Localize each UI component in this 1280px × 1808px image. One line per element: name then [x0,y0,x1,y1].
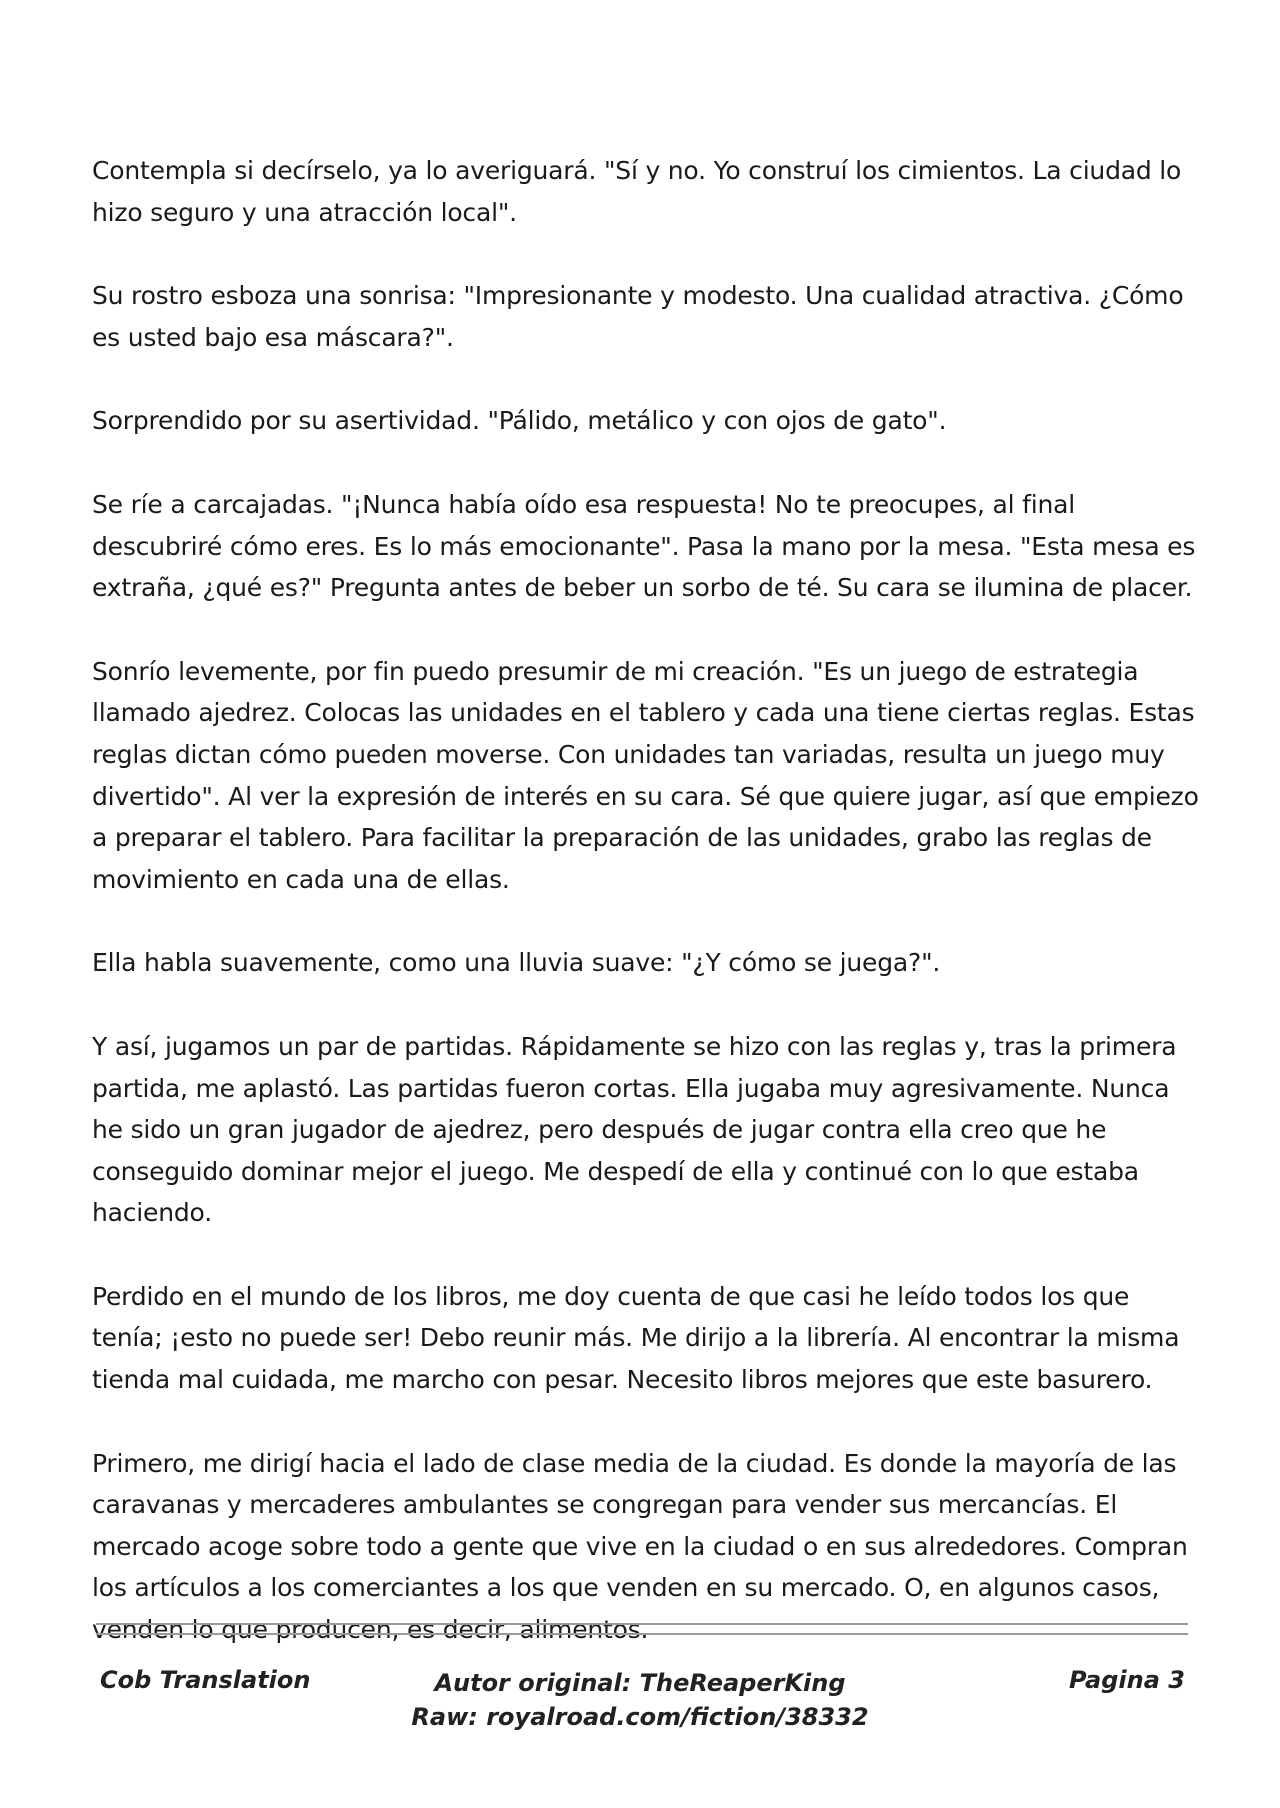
footer-translator: Cob Translation [100,1666,311,1694]
paragraph-3: Sorprendido por su asertividad. "Pálido, metálico y con ojos de gato". [92,406,947,436]
paragraph-2: Su rostro esboza una sonrisa: "Impresionante y modesto. Una cualidad atractiva. ¿Cómo es usted bajo esa máscara?". [92,281,1184,352]
footer-divider-top [96,1623,1188,1625]
paragraph-4: Se ríe a carcajadas. "¡Nunca había oído esa respuesta! No te preocupes, al final descubriré cómo eres. Es lo más emocionante". Pasa la mano por la mesa. "Esta mesa es extraña, ¿qué es?" Pregunta antes de beber un sorbo de té. Su cara se ilumina de placer. [92,489,1196,603]
paragraph-1: Contempla si decírselo, ya lo averiguará. "Sí y no. Yo construí los cimientos. La ciudad lo hizo seguro y una atracción local". [92,156,1182,227]
paragraph-8: Perdido en el mundo de los libros, me doy cuenta de que casi he leído todos los que tenía; ¡esto no puede ser! Debo reunir más. Me dirijo a la librería. Al encontrar la misma tienda mal cuidada, me marcho con pesar. Necesito libros mejores que este basurero. [92,1281,1180,1395]
paragraph-7: Y así, jugamos un par de partidas. Rápidamente se hizo con las reglas y, tras la primera partida, me aplastó. Las partidas fueron cortas. Ella jugaba muy agresivamente. Nunca he sido un gran jugador de ajedrez, pero después de jugar contra ella creo que he conseguido dominar mejor el juego. Me despedí de ella y continué con lo que estaba haciendo. [92,1031,1177,1228]
footer-raw-link: Raw: royalroad.com/fiction/38332 [411,1703,869,1731]
footer-page-number: Pagina 3 [1069,1666,1185,1694]
paragraph-9: Primero, me dirigí hacia el lado de clase media de la ciudad. Es donde la mayoría de las caravanas y mercaderes ambulantes se congregan para vender sus mercancías. El mercado acoge sobre todo a gente que vive en la ciudad o en sus alrededores. Compran los artículos a los comerciantes a los que venden en su mercado. O, en algunos casos, venden lo que producen, es decir, alimentos. [92,1448,1188,1645]
footer-author: Autor original: TheReaperKing [434,1669,846,1697]
paragraph-5: Sonrío levemente, por fin puedo presumir de mi creación. "Es un juego de estrategia llamado ajedrez. Colocas las unidades en el tablero y cada una tiene ciertas reglas. Estas reglas dictan cómo pueden moverse. Con unidades tan variadas, resulta un juego muy divertido". Al ver la expresión de interés en su cara. Sé que quiere jugar, así que empiezo a preparar el tablero. Para facilitar la preparación de las unidades, grabo las reglas de movimiento en cada una de ellas. [92,656,1199,894]
body-text [92,150,1200,1693]
footer-divider-bottom [96,1633,1188,1635]
paragraph-6: Ella habla suavemente, como una lluvia suave: "¿Y cómo se juega?". [92,948,941,978]
